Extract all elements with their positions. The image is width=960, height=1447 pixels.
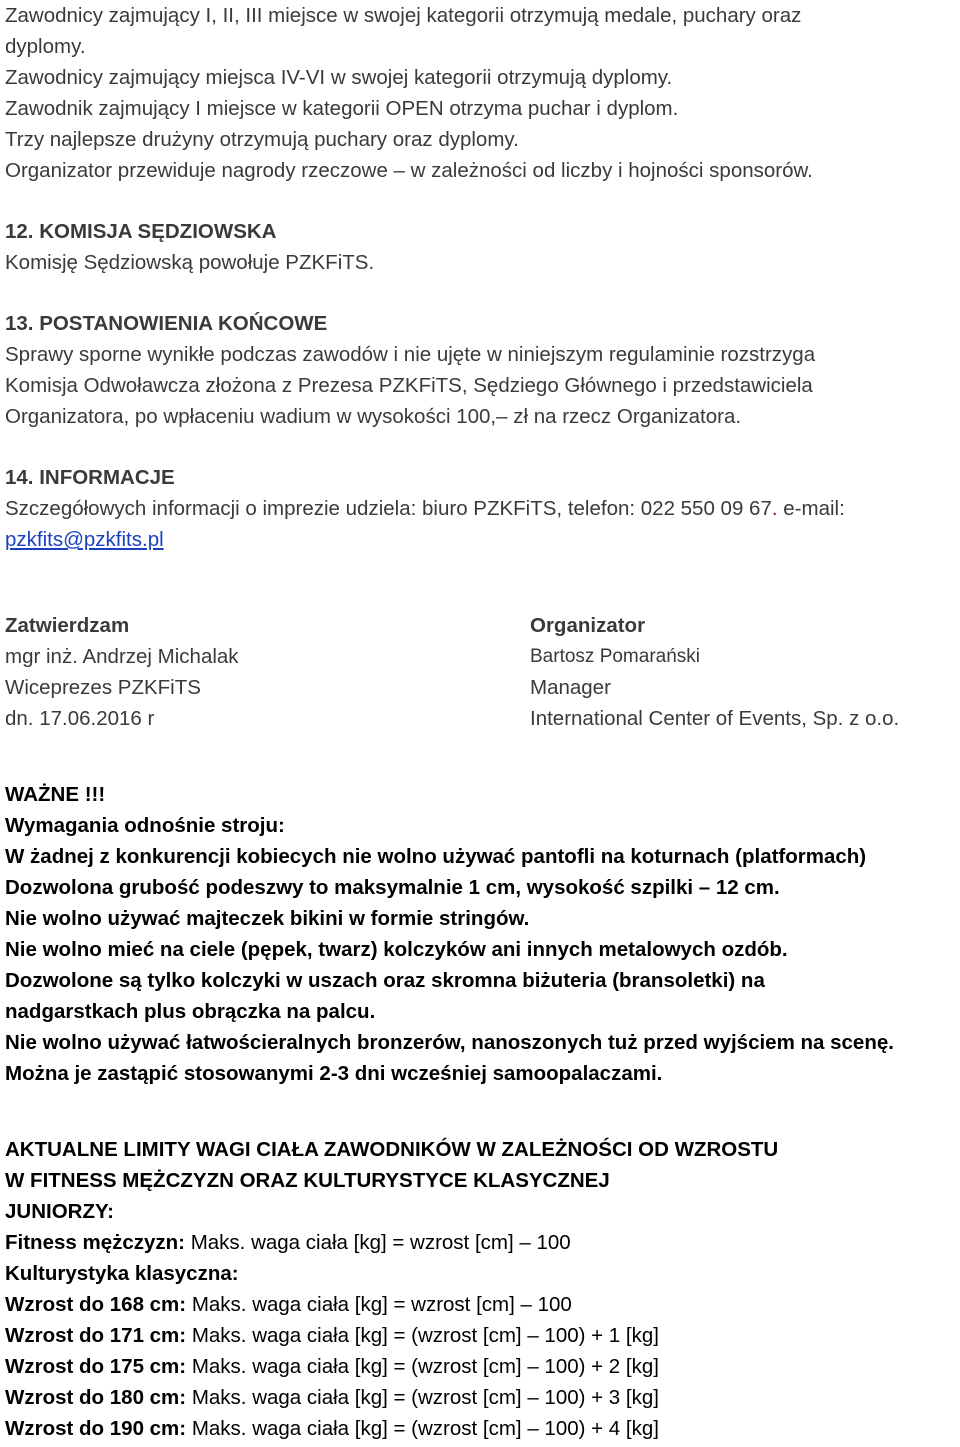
- attire-rule: W żadnej z konkurencji kobiecych nie wolno używać pantofli na koturnach (platformach): [5, 845, 867, 868]
- limit-row-label: Wzrost do 180 cm:: [5, 1386, 187, 1409]
- limits-heading-2: W FITNESS MĘŻCZYZN ORAZ KULTURYSTYCE KLASYCZNEJ: [5, 1169, 610, 1192]
- attire-requirements-heading: Wymagania odnośnie stroju:: [5, 814, 285, 837]
- section-13-line-1: Sprawy sporne wynikłe podczas zawodów i nie ujęte w niniejszym regulaminie rozstrzyga: [5, 343, 816, 366]
- signatures-block: [5, 610, 957, 734]
- section-14: [5, 462, 957, 555]
- awards-line-3: Zawodnicy zajmujący miejsca IV-VI w swojej kategorii otrzymują dyplomy.: [5, 66, 673, 89]
- email-link[interactable]: pzkfits@pzkfits.pl: [5, 528, 164, 551]
- contact-dot: .: [771, 497, 778, 520]
- organizer-role: Manager: [530, 676, 611, 699]
- awards-line-4: Zawodnik zajmujący I miejsce w kategorii OPEN otrzyma puchar i dyplom.: [5, 97, 679, 120]
- signature-organizer: [530, 610, 899, 734]
- attire-rule: Dozwolona grubość podeszwy to maksymalnie 1 cm, wysokość szpilki – 12 cm.: [5, 876, 780, 899]
- important-heading: WAŻNE !!!: [5, 783, 106, 806]
- limit-row: [5, 1382, 957, 1413]
- awards-line-1: Zawodnicy zajmujący I, II, III miejsce w swojej kategorii otrzymują medale, puchary oraz: [5, 4, 802, 27]
- spacer: [5, 734, 957, 779]
- limit-row-label: Wzrost do 168 cm:: [5, 1293, 187, 1316]
- awards-line-6: Organizator przewiduje nagrody rzeczowe – w zależności od liczby i hojności sponsorów.: [5, 159, 813, 182]
- fitness-label: Fitness mężczyzn:: [5, 1231, 185, 1254]
- email-line: [5, 524, 957, 555]
- section-13-heading: 13. POSTANOWIENIA KOŃCOWE: [5, 312, 328, 335]
- document-page: [5, 0, 957, 1444]
- approver-name: mgr inż. Andrzej Michalak: [5, 645, 239, 668]
- section-13-line-2: Komisja Odwoławcza złożona z Prezesa PZKFiTS, Sędziego Głównego i przedstawiciela: [5, 374, 813, 397]
- spacer: [5, 1089, 957, 1134]
- approver-title: Zatwierdzam: [5, 614, 130, 637]
- important-section: [5, 779, 957, 1089]
- limit-row: [5, 1320, 957, 1351]
- spacer: [5, 432, 957, 462]
- limit-row-value: Maks. waga ciała [kg] = (wzrost [cm] – 100) + 1 [kg]: [186, 1324, 659, 1347]
- spacer: [5, 555, 957, 610]
- fitness-limit-row: [5, 1227, 957, 1258]
- attire-rule: nadgarstkach plus obrączka na palcu.: [5, 1000, 376, 1023]
- organizer-title: Organizator: [530, 614, 646, 637]
- section-13: [5, 308, 957, 432]
- section-12-heading: 12. KOMISJA SĘDZIOWSKA: [5, 220, 277, 243]
- limits-heading-1: AKTUALNE LIMITY WAGI CIAŁA ZAWODNIKÓW W ZALEŻNOŚCI OD WZROSTU: [5, 1138, 779, 1161]
- limit-row-value: Maks. waga ciała [kg] = (wzrost [cm] – 100) + 2 [kg]: [186, 1355, 659, 1378]
- attire-rule: Nie wolno mieć na ciele (pępek, twarz) kolczyków ani innych metalowych ozdób.: [5, 938, 788, 961]
- limit-row: [5, 1289, 957, 1320]
- section-14-heading: 14. INFORMACJE: [5, 466, 175, 489]
- spacer: [5, 186, 957, 216]
- awards-line-5: Trzy najlepsze drużyny otrzymują puchary oraz dyplomy.: [5, 128, 519, 151]
- limit-row-value: Maks. waga ciała [kg] = wzrost [cm] – 100: [186, 1293, 572, 1316]
- limit-row-label: Wzrost do 190 cm:: [5, 1417, 187, 1440]
- section-14-line-1: [5, 493, 957, 524]
- limit-row-value: Maks. waga ciała [kg] = (wzrost [cm] – 100) + 4 [kg]: [186, 1417, 659, 1440]
- contact-text: Szczegółowych informacji o imprezie udziela: biuro PZKFiTS, telefon: 022 550 09 67: [5, 497, 772, 520]
- weight-limits-section: [5, 1134, 957, 1444]
- limit-row-label: Wzrost do 175 cm:: [5, 1355, 187, 1378]
- organizer-name: Bartosz Pomarański: [530, 646, 701, 667]
- section-12-text: Komisję Sędziowską powołuje PZKFiTS.: [5, 251, 375, 274]
- email-label: e-mail:: [777, 497, 845, 520]
- awards-section: [5, 0, 957, 186]
- attire-rule: Nie wolno używać łatwościeralnych bronzerów, nanoszonych tuż przed wyjściem na scenę.: [5, 1031, 894, 1054]
- section-12: [5, 216, 957, 278]
- signature-approver: [5, 610, 239, 734]
- approver-date: dn. 17.06.2016 r: [5, 707, 155, 730]
- limit-row: [5, 1413, 957, 1444]
- attire-rule: Dozwolone są tylko kolczyki w uszach oraz skromna biżuteria (bransoletki) na: [5, 969, 765, 992]
- organizer-company: International Center of Events, Sp. z o.o.: [530, 707, 900, 730]
- limit-row-label: Wzrost do 171 cm:: [5, 1324, 187, 1347]
- fitness-value: Maks. waga ciała [kg] = wzrost [cm] – 100: [185, 1231, 571, 1254]
- juniors-heading: JUNIORZY:: [5, 1200, 114, 1223]
- classic-heading: Kulturystyka klasyczna:: [5, 1262, 239, 1285]
- attire-rule: Nie wolno używać majteczek bikini w formie stringów.: [5, 907, 530, 930]
- approver-role: Wiceprezes PZKFiTS: [5, 676, 201, 699]
- awards-line-2: dyplomy.: [5, 35, 86, 58]
- limit-row: [5, 1351, 957, 1382]
- limit-row-value: Maks. waga ciała [kg] = (wzrost [cm] – 100) + 3 [kg]: [186, 1386, 659, 1409]
- spacer: [5, 278, 957, 308]
- section-13-line-3: Organizatora, po wpłaceniu wadium w wysokości 100,– zł na rzecz Organizatora.: [5, 405, 742, 428]
- attire-rule: Można je zastąpić stosowanymi 2-3 dni wcześniej samoopalaczami.: [5, 1062, 663, 1085]
